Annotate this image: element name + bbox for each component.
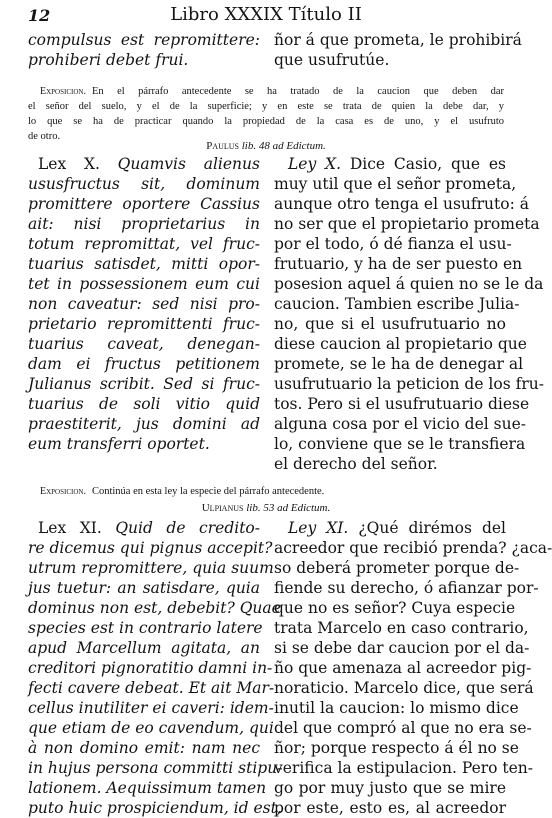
latin-line: lationem. Aequissimum tamen	[28, 779, 267, 797]
ley-label: Ley X.	[288, 155, 341, 173]
spanish-line: noraticio. Marcelo dice, que será	[274, 679, 534, 697]
latin-line	[28, 154, 260, 174]
page-number: 12	[28, 6, 51, 25]
ley-label: Ley XI.	[288, 519, 349, 537]
spanish-line: verifica la estipulacion. Pero ten-	[274, 759, 534, 777]
spanish-line: lo, conviene que se le transfiera	[274, 435, 526, 453]
spanish-line: usufrutuario la peticion de los fru-	[274, 375, 544, 393]
continuation-section	[28, 30, 522, 70]
exposition-line: de otro.	[28, 131, 61, 142]
latin-line: creditori pignoratitio damni in-	[28, 659, 273, 677]
spanish-line: si se debe dar caucion por el da-	[274, 639, 530, 657]
spanish-line: promete, se le ha de denegar al	[274, 355, 524, 373]
latin-line: fecti cavere debeat. Et ait Mar-	[28, 679, 275, 697]
latin-line: praestiterit, jus domini ad	[28, 415, 260, 433]
law-xi-section	[28, 518, 552, 818]
spanish-line: del que compró al que no era se-	[274, 719, 532, 737]
spanish-line: acreedor que recibió prenda? ¿aca-	[274, 539, 552, 557]
source-author: Ulpianus	[201, 502, 244, 514]
latin-line: Julianus scribit. Sed si fruc-	[28, 375, 260, 393]
spanish-line: que no es señor? Cuya especie	[274, 599, 516, 617]
spanish-line: que usufrutúe.	[274, 51, 390, 69]
exposition-note	[28, 484, 504, 499]
source-citation	[28, 502, 504, 514]
exposition-text: En el párrafo antecedente se ha tratado de la caucion que deben dar	[91, 86, 504, 97]
spanish-line: alguna cosa por el vicio del sue-	[274, 415, 526, 433]
spanish-line: no, que si el usufrutuario no	[274, 315, 506, 333]
latin-line: puto huic prospiciendum, id est,	[28, 799, 282, 817]
latin-line: ait: nisi proprietarius in	[28, 215, 260, 233]
latin-column	[28, 154, 260, 474]
running-head: Libro XXXIX Título II	[170, 4, 362, 25]
exposition-note	[28, 84, 504, 144]
spanish-line: posesion aquel á quien no se le da	[274, 275, 544, 293]
exposition-text: Continúa en esta ley la especie del párrafo antecedente.	[91, 486, 325, 497]
latin-column	[28, 30, 260, 70]
exposition-label: Exposicion.	[40, 486, 86, 497]
latin-line: que etiam de eo cavendum, qui	[28, 719, 274, 737]
spanish-line: frutuario, y ha de ser puesto en	[274, 255, 523, 273]
spanish-line: trata Marcelo en caso contrario,	[274, 619, 529, 637]
latin-text: Quid de credito-	[115, 519, 260, 537]
spanish-line: ñor á que prometa, le prohibirá	[274, 31, 522, 49]
exposition-line: el señor del suelo, y el de la superficie; y en este se trata de quien la debe dar, y	[28, 101, 504, 112]
latin-line: tet in possessionem eum cui	[28, 275, 260, 293]
spanish-line: aunque otro tenga el usufruto: á	[274, 195, 529, 213]
spanish-line: no ser que el propietario prometa	[274, 215, 540, 233]
spanish-line: so deberá prometer porque de-	[274, 559, 520, 577]
latin-line	[28, 518, 260, 538]
latin-line: apud Marcellum agitata, an	[28, 639, 260, 657]
exposition-line: lo que se ha de practicar quando la propiedad de la casa es de uno, y el usufruto	[28, 116, 504, 127]
latin-line: dominus non est, debebit? Quae	[28, 599, 281, 617]
spanish-line: ño que amenaza al acreedor pig-	[274, 659, 532, 677]
latin-line: ususfructus sit, dominum	[28, 175, 260, 193]
latin-line: promittere oportere Cassius	[28, 195, 260, 213]
latin-line: à non domino emit: nam nec	[28, 739, 260, 757]
latin-text: Quamvis alienus	[117, 155, 260, 173]
spanish-line: inutil la caucion: lo mismo dice	[274, 699, 519, 717]
spanish-line: muy util que el señor prometa,	[274, 175, 517, 193]
spanish-text: ¿Qué dirémos del	[358, 519, 507, 537]
spanish-text: Dice Casio, que es	[349, 155, 506, 173]
latin-line: non caveatur: sed nisi pro-	[28, 295, 260, 313]
latin-line: prietario repromittenti fruc-	[28, 315, 260, 333]
page-header	[28, 4, 504, 30]
exposition-line	[28, 84, 504, 99]
latin-line: species est in contrario latere	[28, 619, 263, 637]
source-work: ad Edictum.	[272, 140, 326, 152]
latin-line: tuarius de soli vitio quid	[28, 395, 260, 413]
law-x-section	[28, 154, 544, 474]
spanish-line: tos. Pero si el usufrutuario diese	[274, 395, 530, 413]
source-book: lib. 53	[246, 502, 275, 514]
latin-column	[28, 518, 283, 818]
spanish-line: por el todo, ó dé fianza el usu-	[274, 235, 512, 253]
source-author: Paulus	[206, 140, 239, 152]
latin-line: dam ei fructus petitionem	[28, 355, 260, 373]
spanish-column	[274, 30, 522, 70]
spanish-line: ñor; porque respecto á él no se	[274, 739, 519, 757]
latin-line: jus tuetur: an satisdare, quia	[28, 579, 260, 597]
spanish-line: caucion. Tambien escribe Julia-	[274, 295, 520, 313]
spanish-line: fiende su derecho, ó afianzar por-	[274, 579, 539, 597]
source-citation	[28, 140, 504, 152]
latin-line: in hujus personа committi stipu-	[28, 759, 283, 777]
latin-line: tuarius caveat, denegan-	[28, 335, 260, 353]
spanish-line	[274, 518, 506, 538]
spanish-column	[274, 518, 552, 818]
latin-line: cellus inutiliter ei caveri: idem-	[28, 699, 274, 717]
spanish-line: el derecho del señor.	[274, 455, 438, 473]
latin-line: totum repromittat, vel fruc-	[28, 235, 260, 253]
lex-label: Lex XI.	[38, 519, 102, 537]
spanish-line	[274, 154, 506, 174]
spanish-column	[274, 154, 544, 474]
latin-line: eum transferri oportet.	[28, 435, 210, 453]
latin-line: utrum repromittere, quia suum	[28, 559, 274, 577]
latin-line: re dicemus qui pignus accepit?	[28, 539, 273, 557]
latin-line: tuarius satisdet, mitti opor-	[28, 255, 260, 273]
exposition-label: Exposicion.	[40, 86, 86, 97]
latin-line: compulsus est repromittere:	[28, 31, 260, 49]
source-work: ad Edictum.	[277, 502, 331, 514]
source-book: lib. 48	[241, 140, 270, 152]
lex-label: Lex X.	[38, 155, 100, 173]
spanish-line: diese caucion al propietario que	[274, 335, 527, 353]
spanish-line: por este, esto es, al acreedor	[274, 799, 506, 817]
spanish-line: go por muy justo que se mire	[274, 779, 506, 797]
latin-line: prohiberi debet frui.	[28, 51, 189, 69]
